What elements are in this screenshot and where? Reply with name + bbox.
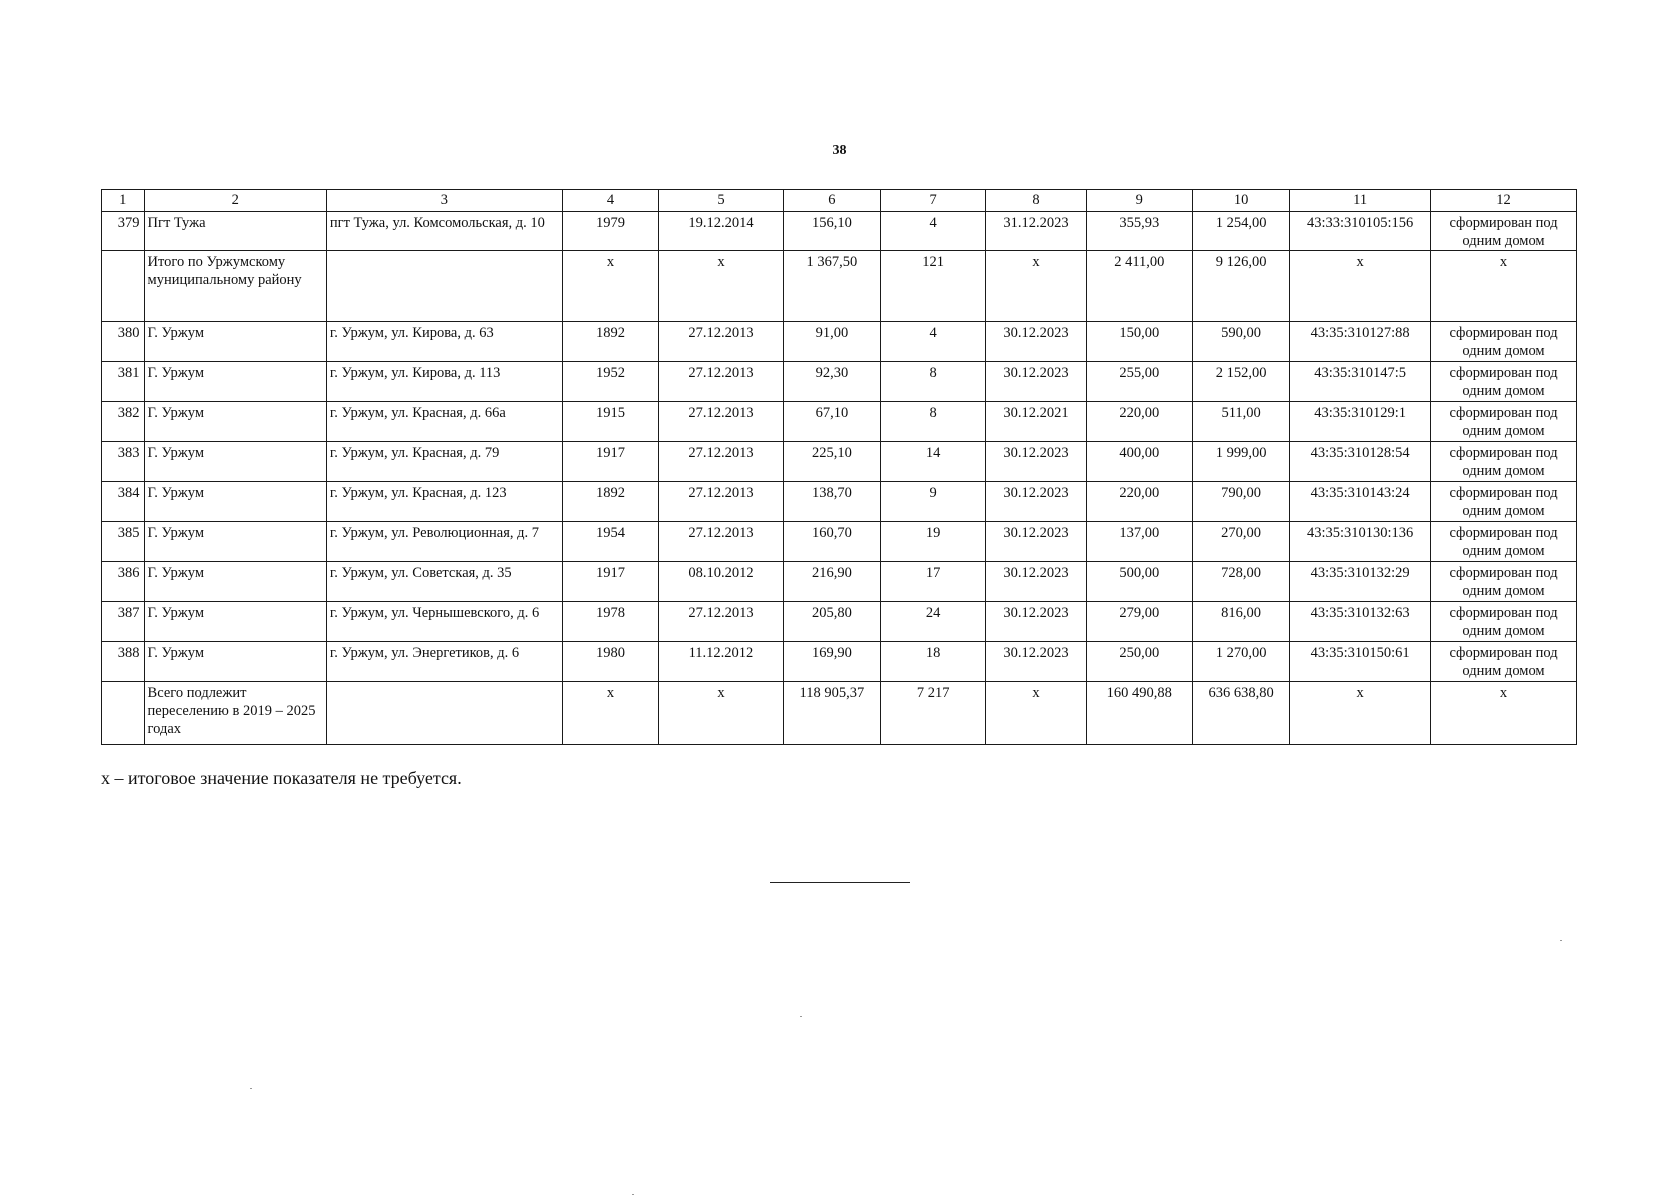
cell-recognition-date: 19.12.2014 (659, 212, 784, 251)
cell-settlement: Г. Уржум (144, 362, 326, 402)
cell-recognition-date: 27.12.2013 (659, 362, 784, 402)
cell-recognition-date: 27.12.2013 (659, 482, 784, 522)
cell-year: 1954 (562, 522, 658, 562)
cell-residents: 19 (881, 522, 986, 562)
cell-year: 1917 (562, 562, 658, 602)
table-row (102, 402, 1577, 442)
cell-recognition-date: 27.12.2013 (659, 602, 784, 642)
table-row (102, 642, 1577, 682)
cell-land-status: сформирован под одним домом (1431, 642, 1577, 682)
cell-residents: 9 (881, 482, 986, 522)
cell-year: 1915 (562, 402, 658, 442)
cell-number: 384 (102, 482, 145, 522)
cell-cadastral-number: 43:35:310128:54 (1290, 442, 1431, 482)
cell-land-area: 500,00 (1086, 562, 1192, 602)
cell-cadastral-number: 43:35:310127:88 (1290, 322, 1431, 362)
cell-settlement: Г. Уржум (144, 402, 326, 442)
cell-recognition-date: 27.12.2013 (659, 442, 784, 482)
cell-area: 138,70 (783, 482, 880, 522)
cell-year: 1980 (562, 642, 658, 682)
cell-residents: 8 (881, 362, 986, 402)
cell-year: 1952 (562, 362, 658, 402)
cell-year: 1979 (562, 212, 658, 251)
cell-number: 386 (102, 562, 145, 602)
cell-residents: 24 (881, 602, 986, 642)
total-row (102, 682, 1577, 745)
cell-settlement: Итого по Уржумскому муниципальному району (144, 251, 326, 322)
cell-planned-date: 30.12.2023 (986, 482, 1086, 522)
cell-land-status: x (1431, 251, 1577, 322)
page-number: 38 (832, 143, 847, 158)
cell-year: 1892 (562, 482, 658, 522)
cell-area: 67,10 (783, 402, 880, 442)
cell-settlement: Г. Уржум (144, 602, 326, 642)
cell-address: г. Уржум, ул. Энергетиков, д. 6 (326, 642, 562, 682)
cell-area: 1 367,50 (783, 251, 880, 322)
cell-planned-date: 30.12.2023 (986, 602, 1086, 642)
column-header: 8 (986, 190, 1086, 212)
cell-residents: 4 (881, 212, 986, 251)
cell-area: 225,10 (783, 442, 880, 482)
cell-cadastral-number: x (1290, 251, 1431, 322)
cell-planned-date: 30.12.2023 (986, 522, 1086, 562)
cell-cadastral-number: x (1290, 682, 1431, 745)
cell-land-status: сформирован под одним домом (1431, 212, 1577, 251)
cell-settlement: Г. Уржум (144, 482, 326, 522)
cell-land-status: сформирован под одним домом (1431, 562, 1577, 602)
cell-cadastral-number: 43:35:310129:1 (1290, 402, 1431, 442)
cell-area: 91,00 (783, 322, 880, 362)
cell-planned-date: 30.12.2023 (986, 362, 1086, 402)
cell-cadastral-number: 43:33:310105:156 (1290, 212, 1431, 251)
cell-land-status: сформирован под одним домом (1431, 602, 1577, 642)
table-row (102, 362, 1577, 402)
cell-cost: 790,00 (1192, 482, 1289, 522)
cell-cadastral-number: 43:35:310130:136 (1290, 522, 1431, 562)
cell-cadastral-number: 43:35:310132:29 (1290, 562, 1431, 602)
cell-residents: 14 (881, 442, 986, 482)
cell-cadastral-number: 43:35:310143:24 (1290, 482, 1431, 522)
cell-address: г. Уржум, ул. Красная, д. 123 (326, 482, 562, 522)
cell-area: 156,10 (783, 212, 880, 251)
column-header: 1 (102, 190, 145, 212)
cell-address: г. Уржум, ул. Красная, д. 66а (326, 402, 562, 442)
cell-number: 383 (102, 442, 145, 482)
scan-speck (800, 1016, 802, 1017)
closing-rule (770, 882, 910, 883)
cell-planned-date: 30.12.2021 (986, 402, 1086, 442)
header-row (102, 190, 1577, 212)
cell-number: 385 (102, 522, 145, 562)
cell-land-area: 279,00 (1086, 602, 1192, 642)
cell-year: 1917 (562, 442, 658, 482)
cell-recognition-date: 27.12.2013 (659, 402, 784, 442)
cell-residents: 17 (881, 562, 986, 602)
cell-area: 118 905,37 (783, 682, 880, 745)
cell-cadastral-number: 43:35:310150:61 (1290, 642, 1431, 682)
cell-address: г. Уржум, ул. Красная, д. 79 (326, 442, 562, 482)
column-header: 6 (783, 190, 880, 212)
cell-number: 388 (102, 642, 145, 682)
cell-residents: 4 (881, 322, 986, 362)
cell-land-area: 220,00 (1086, 482, 1192, 522)
cell-area: 205,80 (783, 602, 880, 642)
cell-cost: 2 152,00 (1192, 362, 1289, 402)
cell-residents: 121 (881, 251, 986, 322)
scan-speck (250, 1088, 252, 1089)
cell-address: г. Уржум, ул. Чернышевского, д. 6 (326, 602, 562, 642)
table-row (102, 522, 1577, 562)
cell-recognition-date: 11.12.2012 (659, 642, 784, 682)
subtotal-row (102, 251, 1577, 322)
cell-number (102, 251, 145, 322)
cell-settlement: Г. Уржум (144, 562, 326, 602)
cell-recognition-date: 27.12.2013 (659, 322, 784, 362)
cell-land-status: сформирован под одним домом (1431, 362, 1577, 402)
table-row (102, 602, 1577, 642)
column-header: 5 (659, 190, 784, 212)
cell-land-area: 255,00 (1086, 362, 1192, 402)
cell-year: 1978 (562, 602, 658, 642)
cell-cost: 270,00 (1192, 522, 1289, 562)
column-header: 9 (1086, 190, 1192, 212)
cell-recognition-date: x (659, 682, 784, 745)
cell-cost: 590,00 (1192, 322, 1289, 362)
table-row (102, 442, 1577, 482)
resettlement-table (101, 189, 1577, 745)
cell-address: пгт Тужа, ул. Комсомольская, д. 10 (326, 212, 562, 251)
cell-cadastral-number: 43:35:310132:63 (1290, 602, 1431, 642)
cell-area: 216,90 (783, 562, 880, 602)
cell-settlement: Г. Уржум (144, 642, 326, 682)
column-header: 12 (1431, 190, 1577, 212)
cell-planned-date: 30.12.2023 (986, 642, 1086, 682)
cell-number: 381 (102, 362, 145, 402)
cell-land-status: сформирован под одним домом (1431, 322, 1577, 362)
cell-cost: 728,00 (1192, 562, 1289, 602)
cell-land-area: 220,00 (1086, 402, 1192, 442)
cell-settlement: Г. Уржум (144, 322, 326, 362)
cell-address: г. Уржум, ул. Кирова, д. 63 (326, 322, 562, 362)
cell-land-area: 137,00 (1086, 522, 1192, 562)
column-header: 11 (1290, 190, 1431, 212)
cell-residents: 18 (881, 642, 986, 682)
cell-cost: 511,00 (1192, 402, 1289, 442)
scan-speck (632, 1194, 634, 1195)
table-row (102, 212, 1577, 251)
cell-residents: 8 (881, 402, 986, 442)
cell-planned-date: 30.12.2023 (986, 322, 1086, 362)
cell-land-status: сформирован под одним домом (1431, 402, 1577, 442)
cell-number: 382 (102, 402, 145, 442)
cell-year: x (562, 251, 658, 322)
cell-land-area: 250,00 (1086, 642, 1192, 682)
column-header: 4 (562, 190, 658, 212)
cell-year: x (562, 682, 658, 745)
cell-planned-date: 30.12.2023 (986, 562, 1086, 602)
cell-land-status: сформирован под одним домом (1431, 482, 1577, 522)
cell-planned-date: x (986, 251, 1086, 322)
cell-address: г. Уржум, ул. Революционная, д. 7 (326, 522, 562, 562)
cell-residents: 7 217 (881, 682, 986, 745)
cell-settlement: Всего подлежит переселению в 2019 – 2025 годах (144, 682, 326, 745)
cell-land-area: 160 490,88 (1086, 682, 1192, 745)
footnote: x – итоговое значение показателя не требуется. (101, 768, 462, 788)
cell-cost: 9 126,00 (1192, 251, 1289, 322)
column-header: 10 (1192, 190, 1289, 212)
cell-planned-date: 31.12.2023 (986, 212, 1086, 251)
cell-recognition-date: x (659, 251, 784, 322)
cell-cost: 636 638,80 (1192, 682, 1289, 745)
cell-cost: 1 254,00 (1192, 212, 1289, 251)
cell-area: 169,90 (783, 642, 880, 682)
cell-land-status: сформирован под одним домом (1431, 522, 1577, 562)
table-body (102, 190, 1577, 745)
cell-address: г. Уржум, ул. Кирова, д. 113 (326, 362, 562, 402)
cell-address (326, 682, 562, 745)
cell-number: 379 (102, 212, 145, 251)
cell-planned-date: 30.12.2023 (986, 442, 1086, 482)
cell-cost: 1 270,00 (1192, 642, 1289, 682)
cell-recognition-date: 27.12.2013 (659, 522, 784, 562)
table-row (102, 322, 1577, 362)
cell-recognition-date: 08.10.2012 (659, 562, 784, 602)
scan-speck (1560, 940, 1562, 941)
column-header: 7 (881, 190, 986, 212)
cell-settlement: Г. Уржум (144, 442, 326, 482)
cell-area: 92,30 (783, 362, 880, 402)
cell-number: 387 (102, 602, 145, 642)
cell-cost: 816,00 (1192, 602, 1289, 642)
cell-year: 1892 (562, 322, 658, 362)
cell-address: г. Уржум, ул. Советская, д. 35 (326, 562, 562, 602)
cell-land-area: 400,00 (1086, 442, 1192, 482)
cell-number (102, 682, 145, 745)
cell-settlement: Пгт Тужа (144, 212, 326, 251)
cell-number: 380 (102, 322, 145, 362)
column-header: 2 (144, 190, 326, 212)
cell-cadastral-number: 43:35:310147:5 (1290, 362, 1431, 402)
table-row (102, 562, 1577, 602)
cell-area: 160,70 (783, 522, 880, 562)
column-header: 3 (326, 190, 562, 212)
cell-land-area: 150,00 (1086, 322, 1192, 362)
cell-land-status: сформирован под одним домом (1431, 442, 1577, 482)
cell-land-area: 355,93 (1086, 212, 1192, 251)
cell-land-status: x (1431, 682, 1577, 745)
cell-settlement: Г. Уржум (144, 522, 326, 562)
cell-cost: 1 999,00 (1192, 442, 1289, 482)
table-row (102, 482, 1577, 522)
cell-land-area: 2 411,00 (1086, 251, 1192, 322)
cell-planned-date: x (986, 682, 1086, 745)
cell-address (326, 251, 562, 322)
